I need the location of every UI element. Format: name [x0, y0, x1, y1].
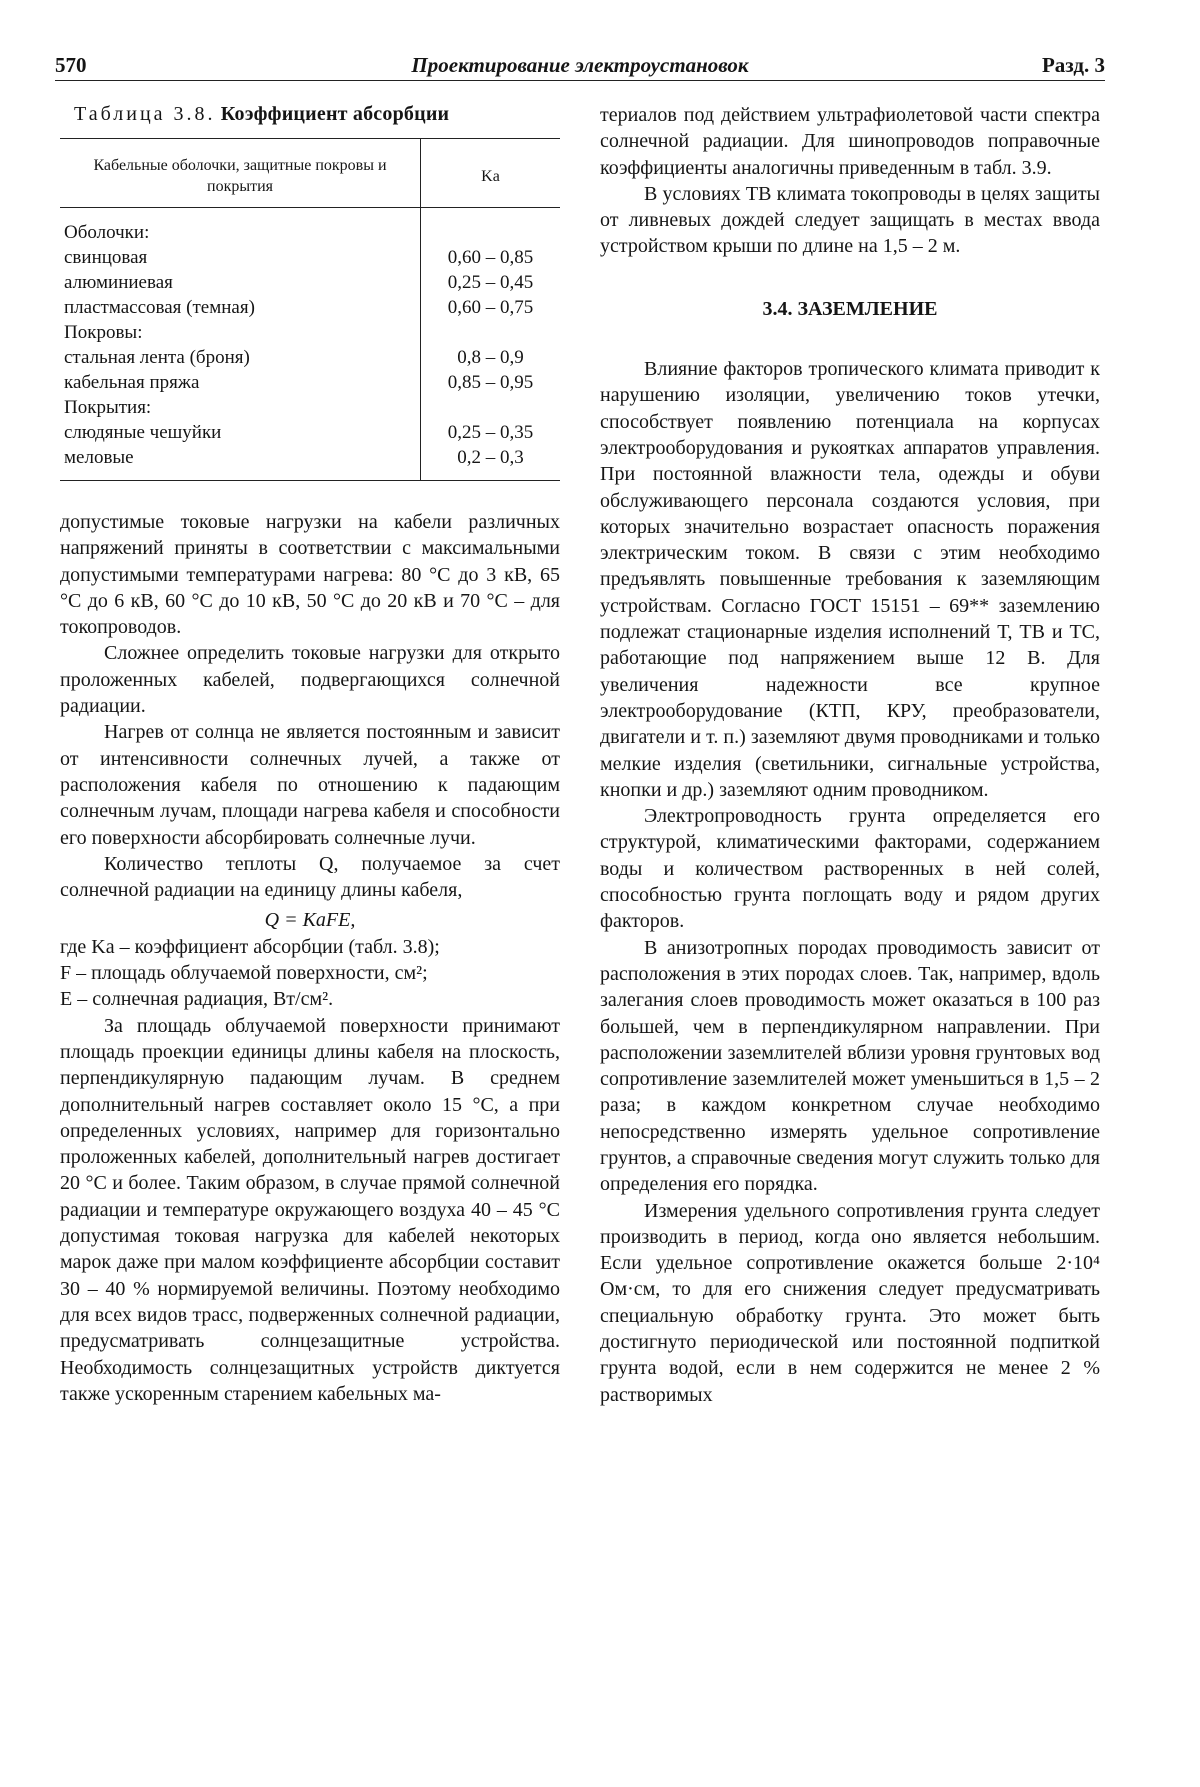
table-row [60, 445, 560, 481]
table-row [60, 345, 560, 370]
table-group-label: Оболочки: [64, 222, 150, 243]
table-row [60, 395, 560, 420]
table-body [60, 208, 560, 481]
page-number: 570 [55, 53, 87, 77]
section-heading: 3.4. ЗАЗЕМЛЕНИЕ [762, 297, 938, 320]
table-value-cell [421, 208, 561, 246]
paragraph: В анизотропных породах проводимость зависит от расположения в этих породах слоев. Так, например, вдоль залегания слоев проводимость может оказаться в 100 раз большей, чем в перпендикулярном направлении. При расположении заземлителей вблизи уровня грунтовых вод сопротивление заземлителей может уменьшиться в 1,5 – 2 раза; в каждом конкретном случае необходимо непосредственно измерять удельное сопротивление грунтов, а справочные сведения могут служить только для определения его порядка. [600, 936, 1100, 1196]
table-row [60, 270, 560, 295]
table-value-cell: 0,8 – 0,9 [421, 345, 561, 370]
table-row [60, 208, 560, 246]
table-row [60, 245, 560, 270]
table-caption-label: Таблица 3.8. [74, 103, 216, 125]
table-value-cell: 0,25 – 0,45 [421, 270, 561, 295]
formula: Q = KаFE, [264, 909, 356, 932]
paragraph: За площадь облучаемой поверхности принимают площадь проекции единицы длины кабеля на плоскость, перпендикулярную падающим лучам. В среднем дополнительный нагрев составляет около 15 °С, а при определенных условиях, например для горизонтально проложенных кабелей, дополнительный нагрев достигает 20 °С и более. Таким образом, в случае прямой солнечной радиации и температуре окружающего воздуха 40 – 45 °С допустимая токовая нагрузка для кабелей некоторых марок даже при малом коэффициенте абсорбции составит 30 – 40 % нормируемой величины. Поэтому необходимо для всех видов трасс, подверженных солнечной радиации, предусматривать солнцезащитные устройства. Необходимость солнцезащитных устройств диктуется также ускоренным старением кабельных ма- [60, 1014, 560, 1405]
paragraph: Нагрев от солнца не является постоянным и зависит от интенсивности солнечных лучей, а также от расположения кабеля по отношению к падающим солнечным лучам, площади нагрева кабеля и способности его поверхности абсорбировать солнечные лучи. [60, 721, 560, 849]
paragraph: Влияние факторов тропического климата приводит к нарушению изоляции, увеличению токов утечки, способствует появлению потенциала на корпусах электрооборудования и рукоятках аппаратов управления. При постоянной влажности тела, одежды и обуви обслуживающего персонала создаются условия, при которых значительно возрастает опасность поражения электрическим током. В связи с этим необходимо предъявлять повышенные требования к заземляющим устройствам. Согласно ГОСТ 15151 – 69** заземлению подлежат стационарные изделия исполнений Т, ТВ и ТС, работающие под напряжением выше 12 В. Для увеличения надежности все крупное электрооборудование (КТП, КРУ, преобразователи, двигатели и т. п.) заземляют двумя проводниками и только мелкие изделия (светильники, сигнальные устройства, кнопки и др.) заземляют одним проводником. [600, 358, 1100, 801]
table-item-label: пластмассовая (темная) [64, 297, 255, 318]
section-label: Разд. 3 [1041, 53, 1105, 77]
table-item-label: стальная лента (броня) [64, 347, 250, 368]
table-value-cell: 0,60 – 0,85 [421, 245, 561, 270]
table-row [60, 295, 560, 320]
right-column [600, 102, 1100, 1408]
paragraph: допустимые токовые нагрузки на кабели различных напряжений приняты в соответствии с максимальными допустимыми температурами нагрева: 80 °С до 3 кВ, 65 °С до 6 кВ, 60 °С до 10 кВ, 50 °С до 20 кВ и 70 °С – для токопроводов. [60, 511, 560, 639]
table-item-label: кабельная пряжа [64, 372, 200, 393]
paragraph: Количество теплоты Q, получаемое за счет солнечной радиации на единицу длины кабеля, [60, 852, 560, 902]
definition-line: F – площадь облучаемой поверхности, см²; [60, 962, 428, 985]
table-caption [74, 100, 560, 128]
table-value-cell: 0,60 – 0,75 [421, 295, 561, 320]
running-header [55, 52, 1105, 81]
table-caption-title: Коэффициент абсорбции [220, 103, 450, 125]
paragraph: В условиях ТВ климата токопроводы в целях защиты от ливневых дождей следует защищать в местах ввода устройством крыши по длине на 1,5 – 2 м. [600, 182, 1100, 258]
table-row [60, 320, 560, 345]
table-row [60, 420, 560, 445]
table-group-label: Покрытия: [64, 397, 152, 418]
definition-line: E – солнечная радиация, Вт/см². [60, 988, 334, 1011]
table-value-cell [421, 395, 561, 420]
definition-line: где Kа – коэффициент абсорбции (табл. 3.8); [60, 935, 440, 958]
paragraph: Сложнее определить токовые нагрузки для открыто проложенных кабелей, подвергающихся солнечной радиации. [60, 642, 560, 718]
paragraph: Измерения удельного сопротивления грунта следует производить в период, когда оно является небольшим. Если удельное сопротивление окажется больше 2·10⁴ Ом·см, то для его снижения следует предусматривать специальную обработку грунта. Это может быть достигнуто периодической или постоянной подпиткой грунта водой, если в нем содержится не менее 2 % растворимых [600, 1199, 1100, 1406]
table-item-label: алюминиевая [64, 272, 173, 293]
table-group-label: Покровы: [64, 322, 143, 343]
table-value-cell: 0,2 – 0,3 [421, 445, 561, 481]
table-header-ka: Kа [421, 139, 561, 208]
table-value-cell [421, 320, 561, 345]
left-column [60, 100, 560, 1407]
table-item-label: слюдяные чешуйки [64, 422, 222, 443]
paragraph: Электропроводность грунта определяется его структурой, климатическими факторами, содержанием воды и количеством растворенных в ней солей, способностью грунта поглощать воду и рядом других факторов. [600, 805, 1100, 933]
table-header-materials: Кабельные оболочки, защитные покровы и покрытия [60, 139, 421, 208]
running-title: Проектирование электроустановок [411, 53, 749, 77]
table-row [60, 370, 560, 395]
table-value-cell: 0,85 – 0,95 [421, 370, 561, 395]
table-value-cell: 0,25 – 0,35 [421, 420, 561, 445]
table-item-label: меловые [60, 445, 421, 481]
paragraph: териалов под действием ультрафиолетовой части спектра солнечной радиации. Для шинопроводов поправочные коэффициенты аналогичны приведенным в табл. 3.9. [600, 104, 1100, 179]
table-item-label: свинцовая [64, 247, 148, 268]
absorption-table [60, 138, 560, 481]
